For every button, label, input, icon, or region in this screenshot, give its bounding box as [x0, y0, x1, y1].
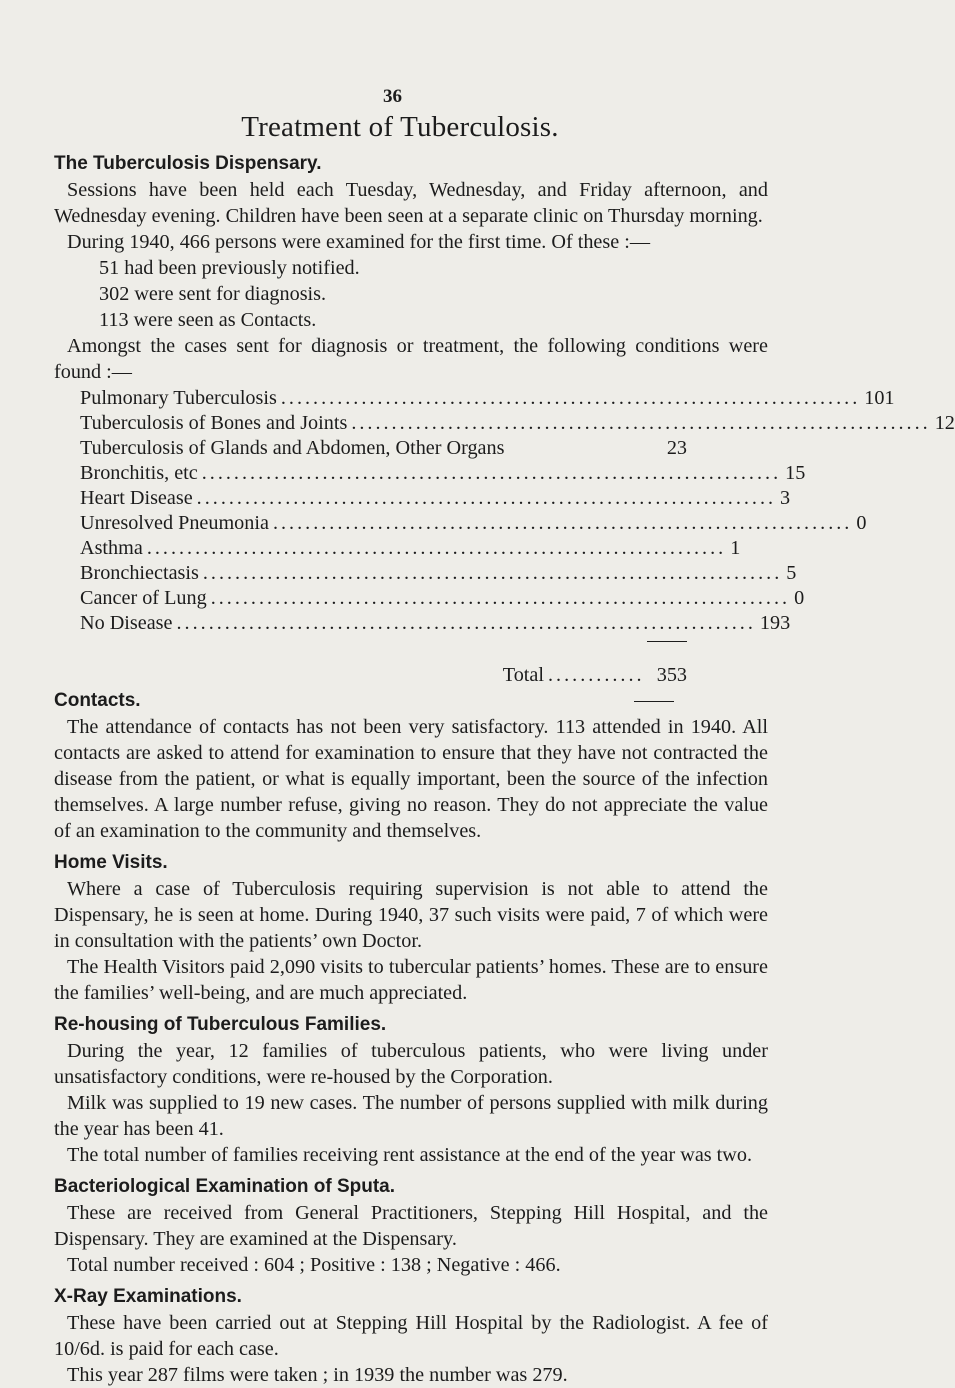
condition-row [80, 410, 955, 435]
leader-dots: ........................................................................ [202, 562, 783, 584]
paragraph-examined: During 1940, 466 persons were examined for the first time. Of these :— [67, 231, 651, 253]
condition-value: 12 [934, 412, 955, 434]
condition-row [80, 485, 791, 510]
condition-row [80, 560, 797, 585]
underline-rule [634, 701, 674, 702]
condition-row [80, 610, 791, 635]
page-number: 36 [383, 86, 402, 107]
paragraph-milk: Milk was supplied to 19 new cases. The number of persons supplied with milk during the year has been 41. [54, 1092, 768, 1140]
section-heading-contacts: Contacts. [54, 690, 141, 711]
section-heading-dispensary: The Tuberculosis Dispensary. [54, 153, 322, 174]
leader-dots: ........................................................................ [272, 512, 853, 534]
condition-label: No Disease [80, 612, 173, 634]
paragraph-contacts: The attendance of contacts has not been very satisfactory. 113 attended in 1940. All contacts are asked to attend for examination to ensure that they have not contracted the disease from the patient, or what is equally important, been the source of the infection themselves. A large number refuse, giving no reason. They do not appreciate the value of an examination to the community and themselves. [54, 716, 768, 842]
condition-label: Cancer of Lung [80, 587, 207, 609]
leader-dots: ........................................................................ [280, 387, 861, 409]
breakdown-item: 51 had been previously notified. [99, 257, 360, 279]
condition-label: Pulmonary Tuberculosis [80, 387, 277, 409]
total-row [67, 662, 687, 688]
contacts-heading-line [54, 688, 674, 714]
condition-value: 15 [785, 462, 806, 484]
condition-row [80, 585, 805, 610]
paragraph-sessions: Sessions have been held each Tuesday, Wednesday, and Friday afternoon, and Wednesday evening. Children have been seen at a separate clinic on Thursday morning. [54, 179, 768, 227]
paragraph-conditions-intro: Amongst the cases sent for diagnosis or treatment, the following conditions were found :— [54, 335, 768, 383]
condition-value: 0 [794, 587, 805, 609]
condition-value: 0 [856, 512, 867, 534]
section-heading-sputa: Bacteriological Examination of Sputa. [54, 1176, 396, 1197]
paragraph-xray-films: This year 287 films were taken ; in 1939 the number was 279. [67, 1364, 568, 1386]
total-rule [647, 641, 687, 662]
breakdown-item: 113 were seen as Contacts. [99, 309, 317, 331]
condition-label: Unresolved Pneumonia [80, 512, 269, 534]
paragraph-xray-radiologist: These have been carried out at Stepping Hill Hospital by the Radiologist. A fee of 10/6d. is paid for each case. [54, 1312, 768, 1360]
section-heading-xray: X-Ray Examinations. [54, 1286, 242, 1307]
breakdown-item: 302 were sent for diagnosis. [99, 283, 327, 305]
paragraph-rent: The total number of families receiving rent assistance at the end of the year was two. [67, 1144, 753, 1166]
condition-value: 1 [730, 537, 741, 559]
paragraph-sputa-source: These are received from General Practitioners, Stepping Hill Hospital, and the Dispensary. They are examined at the Dispensary. [54, 1202, 768, 1250]
leader-dots: ........................................................................ [176, 612, 756, 634]
condition-value: 193 [759, 612, 791, 634]
total-label: Total [502, 664, 544, 686]
page-title: Treatment of Tuberculosis. [241, 111, 559, 143]
condition-value: 101 [864, 387, 895, 409]
leader-dots: ........................................................................ [201, 462, 782, 484]
condition-value: 5 [786, 562, 797, 584]
condition-label: Asthma [80, 537, 143, 559]
total-value: 353 [656, 664, 687, 686]
condition-label: Heart Disease [80, 487, 193, 509]
document-body [54, 151, 955, 1388]
paragraph-health-visitors: The Health Visitors paid 2,090 visits to tubercular patients’ homes. These are to ensure the families’ well-being, and are much appreciated. [54, 956, 768, 1004]
condition-label: Bronchiectasis [80, 562, 199, 584]
condition-row [80, 510, 867, 535]
condition-label: Tuberculosis of Bones and Joints [80, 412, 348, 434]
paragraph-home-visits: Where a case of Tuberculosis requiring supervision is not able to attend the Dispensary, he is seen at home. During 1940, 37 such visits were paid, 7 of which were in consultation with the patients’ own Doctor. [54, 878, 768, 952]
conditions-list [67, 385, 955, 688]
examined-breakdown [54, 255, 768, 333]
paragraph-sputa-totals: Total number received : 604 ; Positive : 138 ; Negative : 466. [67, 1254, 561, 1276]
leader-dots: ........................................................................ [146, 537, 727, 559]
leader-dots: ........................................................................ [196, 487, 777, 509]
leader-dots: ............ [548, 664, 645, 686]
section-heading-home-visits: Home Visits. [54, 852, 168, 873]
section-heading-rehousing: Re-housing of Tuberculous Families. [54, 1014, 387, 1035]
condition-row [80, 460, 806, 485]
condition-row [80, 535, 741, 560]
leader-dots: ........................................................................ [210, 587, 791, 609]
condition-label: Bronchitis, etc [80, 462, 198, 484]
condition-label: Tuberculosis of Glands and Abdomen, Other Organs [80, 437, 505, 459]
condition-row [80, 435, 687, 460]
condition-value: 23 [666, 437, 687, 459]
condition-value: 3 [780, 487, 791, 509]
condition-row [80, 385, 895, 410]
paragraph-rehoused: During the year, 12 families of tuberculous patients, who were living under unsatisfactory conditions, were re-housed by the Corporation. [54, 1040, 768, 1088]
leader-dots: ........................................................................ [351, 412, 931, 434]
